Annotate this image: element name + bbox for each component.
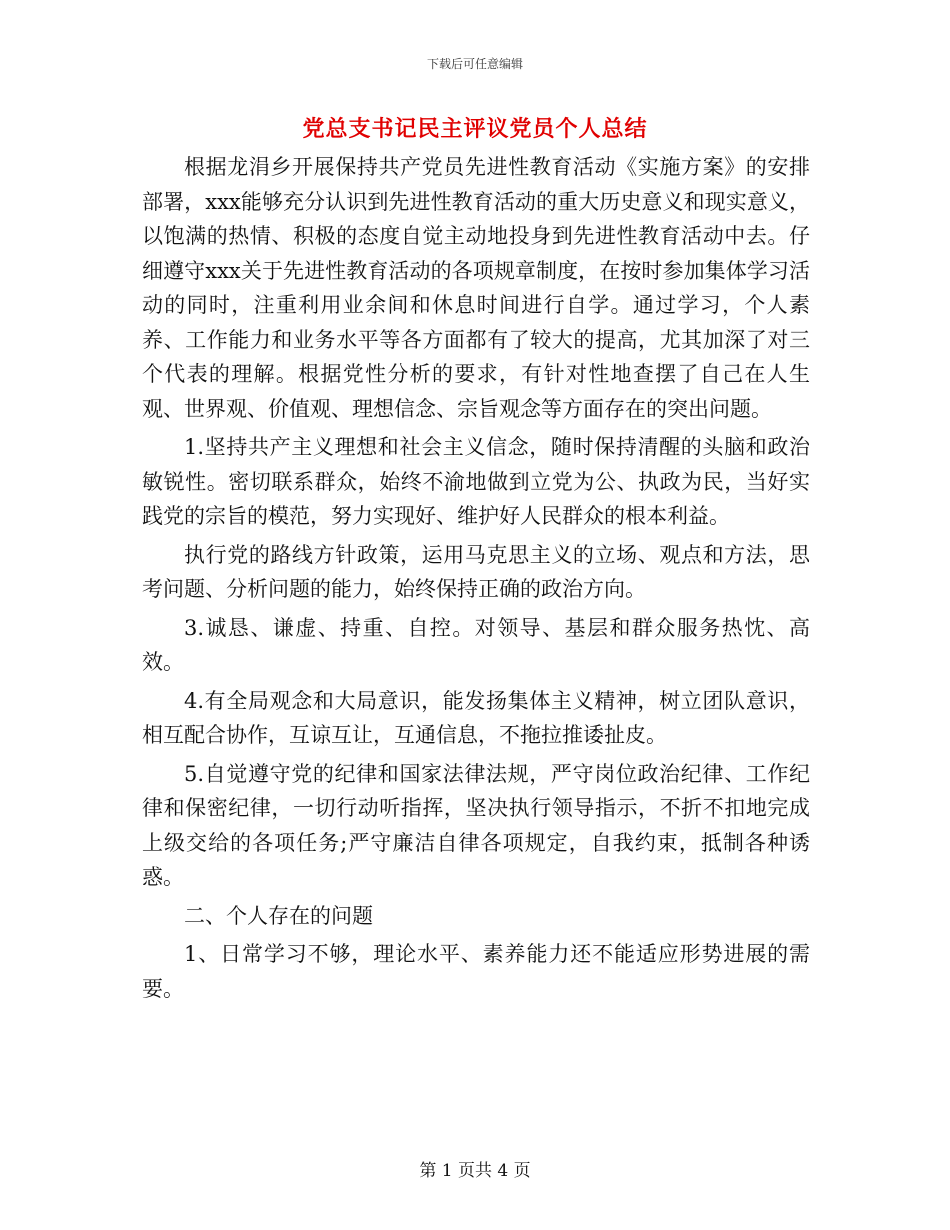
paragraph-item-1: 1.坚持共产主义理想和社会主义信念，随时保持清醒的头脑和政治敏锐性。密切联系群众，始终不渝地做到立党为公、执政为民，当好实践党的宗旨的模范，努力实现好、维护好人民群众的根本利益。 xyxy=(142,435,810,528)
section-heading-problems: 二、个人存在的问题 xyxy=(184,903,373,928)
paragraph-item-5: 5.自觉遵守党的纪律和国家法律法规，严守岗位政治纪律、工作纪律和保密纪律，一切行动听指挥，坚决执行领导指示，不折不扣地完成上级交给的各项任务;严守廉洁自律各项规定，自我约束，抵制各种诱惑。 xyxy=(142,761,810,889)
paragraph-problem-1: 1、日常学习不够，理论水平、素养能力还不能适应形势进展的需要。 xyxy=(142,942,810,1001)
document-title: 党总支书记民主评议党员个人总结 xyxy=(302,116,648,142)
paragraph-intro: 根据龙涓乡开展保持共产党员先进性教育活动《实施方案》的安排部署，xxx能够充分认识到先进性教育活动的重大历史意义和现实意义，以饱满的热情、积极的态度自觉主动地投身到先进性教育活动中去。仔细遵守xxx关于先进性教育活动的各项规章制度，在按时参加集体学习活动的同时，注重利用业余间和休息时间进行自学。通过学习，个人素养、工作能力和业务水平等各方面都有了较大的提高，尤其加深了对三个代表的理解。根据党性分析的要求，有针对性地查摆了自己在人生观、世界观、价值观、理想信念、宗旨观念等方面存在的突出问题。 xyxy=(142,155,810,421)
paragraph-item-4: 4.有全局观念和大局意识，能发扬集体主义精神，树立团队意识，相互配合协作，互谅互让，互通信息，不拖拉推诿扯皮。 xyxy=(142,688,810,747)
page-footer: 第 1 页共 4 页 xyxy=(419,1161,531,1181)
paragraph-item-3: 3.诚恳、谦虚、持重、自控。对领导、基层和群众服务热忱、高效。 xyxy=(142,615,810,674)
header-note: 下载后可任意编辑 xyxy=(426,57,523,71)
document-body xyxy=(142,150,810,1006)
paragraph-item-2: 执行党的路线方针政策，运用马克思主义的立场、观点和方法，思考问题、分析问题的能力，始终保持正确的政治方向。 xyxy=(142,542,810,601)
